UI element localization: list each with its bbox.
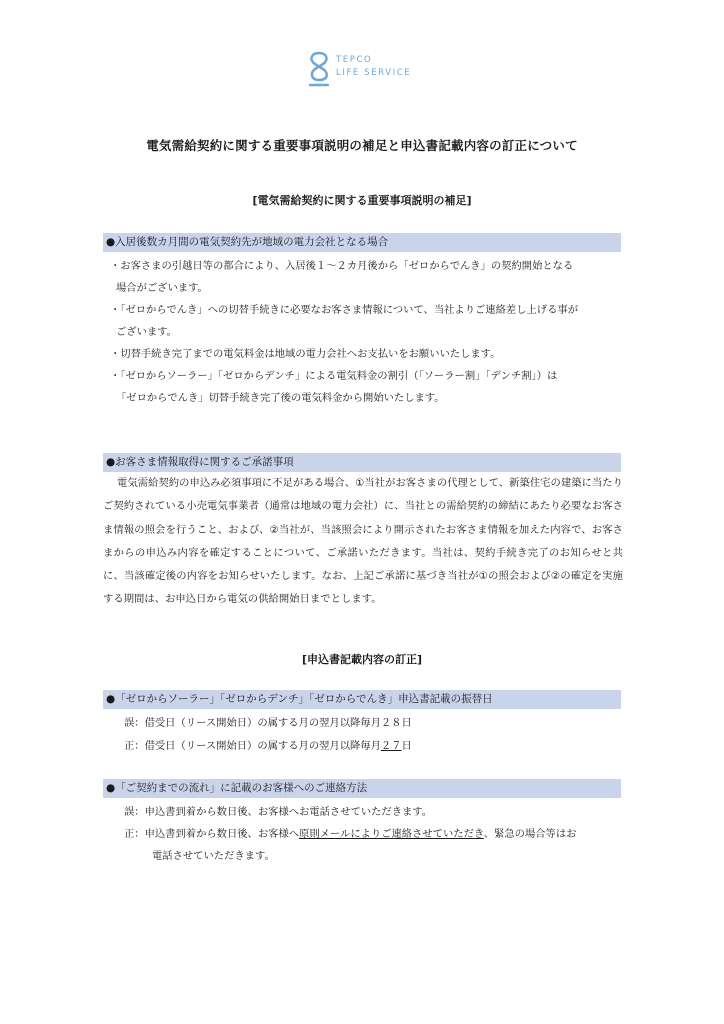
section4-correct-underlined: 原則メールによりご連絡させていただき bbox=[299, 828, 484, 840]
section2-heading: ●お客さま情報取得に関するご承諾事項 bbox=[103, 453, 621, 472]
section1-heading: ●入居後数カ月間の電気契約先が地域の電力会社となる場合 bbox=[103, 233, 621, 252]
section3-heading: ●「ゼロからソーラー」「ゼロからデンチ」「ゼロからでんき」申込書記載の振替日 bbox=[103, 690, 621, 709]
section1-line-7: 「ゼロからでんき」切替手続き完了後の電気料金から開始いたします。 bbox=[116, 392, 445, 404]
section4-heading: ●「ご契約までの流れ」に記載のお客様へのご連絡方法 bbox=[103, 779, 621, 798]
section4-correct-line-2: 電話させていただきます。 bbox=[152, 850, 275, 862]
logo-line-1: TEPCO bbox=[336, 55, 373, 65]
logo-line-2: LIFE SERVICE bbox=[336, 68, 412, 78]
logo-wordmark bbox=[336, 54, 411, 80]
tepco-logo-mark-icon bbox=[306, 50, 332, 92]
section3-wrong: 誤：借受日（リース開始日）の属する月の翌月以降毎月２８日 bbox=[124, 717, 412, 729]
part1-title: [電気需給契約に関する重要事項説明の補足] bbox=[252, 194, 472, 207]
section3-correct bbox=[124, 739, 412, 753]
section1-line-5: ・切替手続き完了までの電気料金は地域の電力会社へお支払いをお願いいたします。 bbox=[110, 348, 501, 360]
section3-correct-prefix: 正：借受日（リース開始日）の属する月の翌月以降毎月 bbox=[124, 740, 381, 752]
section1-line-6: ・「ゼロからソーラー」「ゼロからデンチ」による電気料金の割引（「ソーラー割」「デンチ割」）は bbox=[110, 370, 558, 382]
section1-line-1: ・お客さまの引越日等の都合により、入居後１～２カ月後から「ゼロからでんき」の契約開始となる bbox=[110, 260, 574, 272]
section3-correct-suffix: 日 bbox=[401, 740, 412, 752]
section4-correct bbox=[124, 827, 576, 841]
tepco-logo bbox=[306, 50, 416, 92]
section4-correct-suffix: 、緊急の場合等はお bbox=[483, 828, 577, 840]
section3-correct-underlined: ２７ bbox=[380, 740, 402, 752]
part2-title: [申込書記載内容の訂正] bbox=[301, 653, 423, 666]
section1-line-4: ございます。 bbox=[116, 326, 177, 338]
section4-correct-prefix: 正：申込書到着から数日後、お客様へ bbox=[124, 828, 300, 840]
document-title: 電気需給契約に関する重要事項説明の補足と申込書記載内容の訂正について bbox=[146, 138, 578, 153]
section2-paragraph: 電気需給契約の申込み必須事項に不足がある場合、①当社がお客さまの代理として、新築住宅の建築に当たりご契約されている小売電気事業者（通常は地域の電力会社）に、当社との需給契約の締結にあたり必要なお客さま情報の照会を行うこと、および、②当社が、当該照会により開示されたお客さま情報を加えた内容で、お客さまからの申込み内容を確定することについて、ご承諾いただきます。当社は、契約手続き完了のお知らせと共に、当該確定後の内容をお知らせいたします。なお、上記ご承諾に基づき当社が①の照会および②の確定を実施する期間は、お申込日から電気の供給開始日までとします。 bbox=[103, 477, 623, 606]
section1-line-3: ・「ゼロからでんき」への切替手続きに必要なお客さま情報について、当社よりご連絡差し上げる事が bbox=[110, 304, 578, 316]
section1-line-2: 場合がございます。 bbox=[116, 282, 208, 294]
section4-wrong: 誤：申込書到着から数日後、お客様へお電話させていただきます。 bbox=[124, 806, 433, 818]
